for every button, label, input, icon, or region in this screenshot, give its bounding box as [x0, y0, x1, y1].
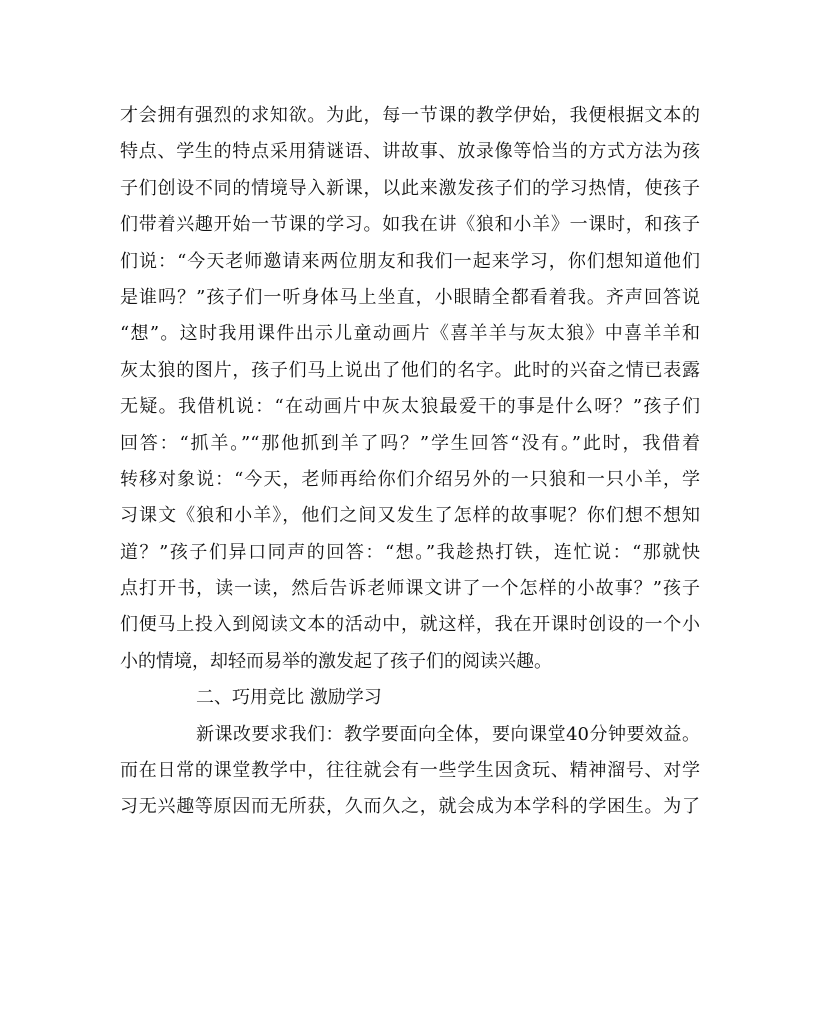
text-line: 灰太狼的图片，孩子们马上说出了他们的名字。此时的兴奋之情已表露: [120, 359, 700, 381]
text-line: 子们创设不同的情境导入新课，以此来激发孩子们的学习热情，使孩子: [120, 177, 700, 199]
text-line: 是谁吗？”孩子们一听身体马上坐直，小眼睛全都看着我。齐声回答说: [120, 286, 700, 308]
section-heading: 二、巧用竞比 激励学习: [196, 687, 382, 709]
text-line: 特点、学生的特点采用猜谜语、讲故事、放录像等恰当的方式方法为孩: [120, 141, 700, 163]
text-line: 们便马上投入到阅读文本的活动中，就这样，我在开课时创设的一个小: [120, 614, 700, 636]
text-line: 而在日常的课堂教学中，往往就会有一些学生因贪玩、精神溜号、对学: [120, 760, 700, 782]
document-body: [120, 98, 700, 826]
text-line: 小的情境，却轻而易举的激发起了孩子们的阅读兴趣。: [120, 650, 552, 672]
text-line: 道？”孩子们异口同声的回答：“想。”我趁热打铁，连忙说：“那就快: [120, 541, 700, 563]
text-line: 习课文《狼和小羊》，他们之间又发生了怎样的故事呢？你们想不想知: [120, 505, 700, 527]
text-line: 新课改要求我们：教学要面向全体，要向课堂40分钟要效益。: [196, 723, 700, 745]
text-line: 点打开书，读一读，然后告诉老师课文讲了一个怎样的小故事？”孩子: [120, 578, 700, 600]
text-line: 无疑。我借机说：“在动画片中灰太狼最爱干的事是什么呀？”孩子们: [120, 396, 700, 418]
paragraph-1: [120, 98, 700, 680]
paragraph-2: [120, 717, 700, 826]
text-line: 转移对象说：“今天，老师再给你们介绍另外的一只狼和一只小羊，学: [120, 468, 700, 490]
text-line: “想”。这时我用课件出示儿童动画片《喜羊羊与灰太狼》中喜羊羊和: [120, 323, 700, 345]
text-line: 习无兴趣等原因而无所获，久而久之，就会成为本学科的学困生。为了: [120, 796, 700, 818]
text-line: 回答：“抓羊。”“那他抓到羊了吗？”学生回答“没有。”此时，我借着: [120, 432, 700, 454]
text-line: 们说：“今天老师邀请来两位朋友和我们一起来学习，你们想知道他们: [120, 250, 700, 272]
text-line: 才会拥有强烈的求知欲。为此，每一节课的教学伊始，我便根据文本的: [120, 105, 700, 126]
text-line: 们带着兴趣开始一节课的学习。如我在讲《狼和小羊》一课时，和孩子: [120, 214, 700, 236]
